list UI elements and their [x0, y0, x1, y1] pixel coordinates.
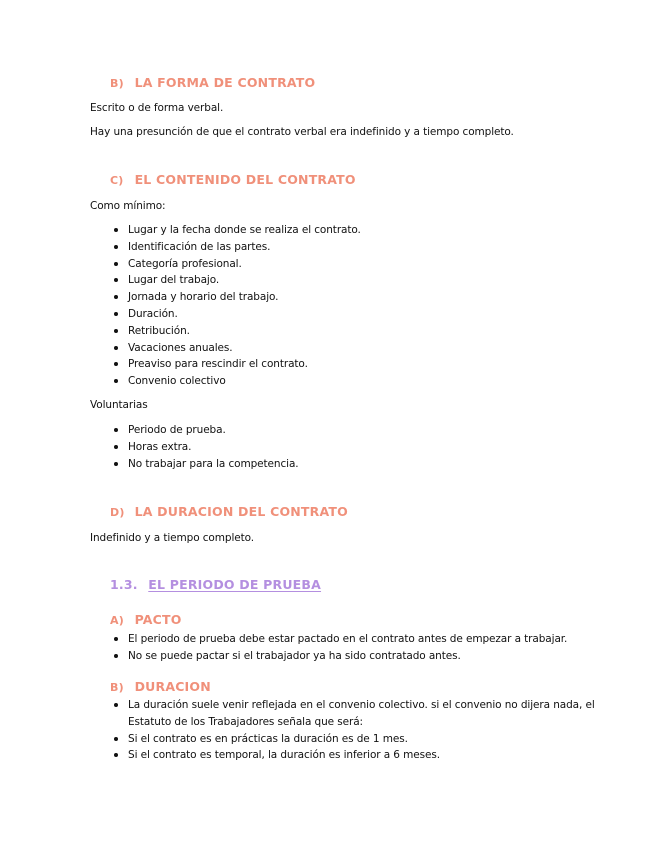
- heading-number: 1.3.: [110, 577, 138, 592]
- duracion-list: [90, 697, 598, 764]
- list-item: Preaviso para rescindir el contrato.: [90, 356, 361, 373]
- heading-number: B): [110, 681, 124, 694]
- list-item: Categoría profesional.: [90, 256, 361, 273]
- list-item: Identificación de las partes.: [90, 239, 361, 256]
- list-item: Lugar del trabajo.: [90, 272, 361, 289]
- heading-title: LA DURACION DEL CONTRATO: [134, 504, 348, 519]
- heading-title: LA FORMA DE CONTRATO: [134, 75, 316, 90]
- voluntary-content-list: [90, 422, 299, 472]
- paragraph: Indefinido y a tiempo completo.: [90, 532, 255, 544]
- heading-number: A): [110, 614, 124, 627]
- paragraph: Hay una presunción de que el contrato verbal era indefinido y a tiempo completo.: [90, 126, 514, 138]
- list-item: La duración suele venir reflejada en el convenio colectivo. si el convenio no dijera nada, el Estatuto de los Trabajadores señala que será:: [90, 697, 598, 731]
- list-item: Retribución.: [90, 323, 361, 340]
- list-item: Lugar y la fecha donde se realiza el contrato.: [90, 222, 361, 239]
- list-item: Jornada y horario del trabajo.: [90, 289, 361, 306]
- list-item: Si el contrato es en prácticas la duración es de 1 mes.: [90, 731, 598, 748]
- heading-forma-contrato: [110, 75, 315, 90]
- list-item: El periodo de prueba debe estar pactado en el contrato antes de empezar a trabajar.: [90, 631, 567, 648]
- heading-number: C): [110, 174, 124, 187]
- heading-pacto: [110, 612, 182, 627]
- heading-title: EL PERIODO DE PRUEBA: [148, 577, 322, 592]
- paragraph: Escrito o de forma verbal.: [90, 102, 224, 114]
- list-item: No se puede pactar si el trabajador ya ha sido contratado antes.: [90, 648, 567, 665]
- list-item: Convenio colectivo: [90, 373, 361, 390]
- heading-contenido-contrato: [110, 172, 356, 187]
- minimum-content-list: [90, 222, 361, 390]
- heading-number: D): [110, 506, 125, 519]
- heading-title: DURACION: [134, 679, 211, 694]
- paragraph-intro-minimum: Como mínimo:: [90, 200, 166, 212]
- list-item: No trabajar para la competencia.: [90, 456, 299, 473]
- paragraph-intro-voluntary: Voluntarias: [90, 399, 148, 411]
- list-item: Vacaciones anuales.: [90, 340, 361, 357]
- heading-duracion: [110, 679, 211, 694]
- heading-duracion-contrato: [110, 504, 348, 519]
- list-item: Horas extra.: [90, 439, 299, 456]
- heading-title: EL CONTENIDO DEL CONTRATO: [134, 172, 356, 187]
- list-item: Si el contrato es temporal, la duración es inferior a 6 meses.: [90, 747, 598, 764]
- pacto-list: [90, 631, 567, 665]
- heading-periodo-prueba: [110, 577, 321, 592]
- heading-number: B): [110, 77, 124, 90]
- heading-title: PACTO: [134, 612, 182, 627]
- list-item: Periodo de prueba.: [90, 422, 299, 439]
- list-item: Duración.: [90, 306, 361, 323]
